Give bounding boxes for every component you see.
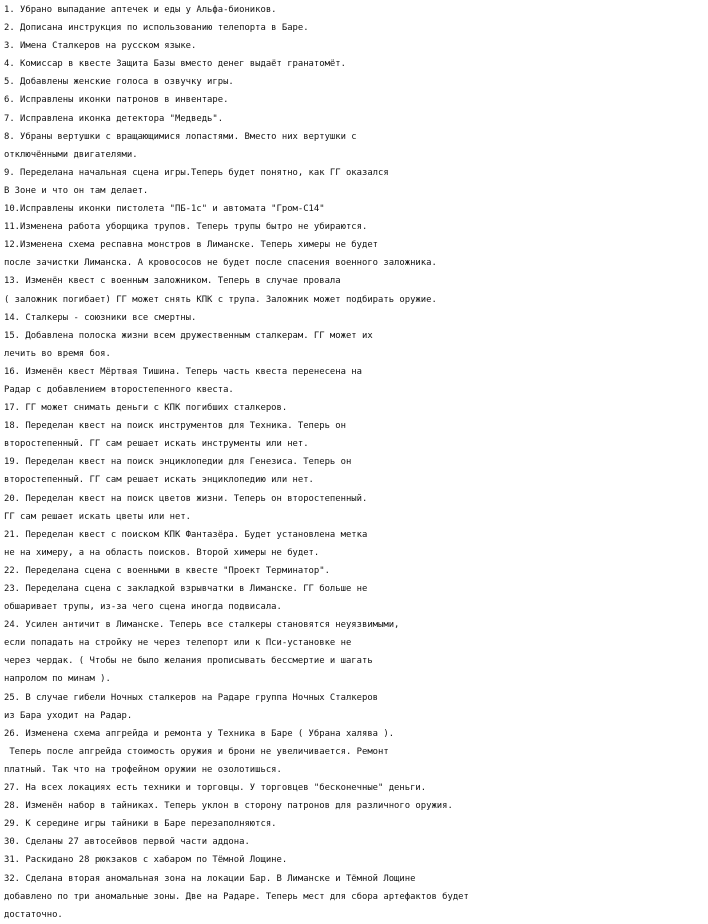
text-line: 7. Исправлена иконка детектора "Медведь". [4,113,224,124]
text-line: 6. Исправлены иконки патронов в инвентаре. [4,95,229,106]
text-line: 21. Переделан квест с поиском КПК Фантазёра. Будет установлена метка [4,529,368,540]
text-line: 24. Усилен античит в Лиманске. Теперь все сталкеры становятся неуязвимыми, [4,620,400,631]
text-line: 17. ГГ может снимать деньги с КПК погибших сталкеров. [4,403,288,414]
text-line: 4. Комиссар в квесте Защита Базы вместо денег выдаёт гранатомёт. [4,59,346,70]
text-line: В Зоне и что он там делает. [4,185,149,196]
text-line: напролом по минам ). [4,674,111,685]
text-line: 23. Переделана сцена с закладкой взрывчатки в Лиманске. ГГ больше не [4,584,368,594]
text-line: не на химеру, а на область поисков. Второй химеры не будет. [4,547,320,558]
text-line: 31. Раскидано 28 рюкзаков с хабаром по Тёмной Лощине. [4,855,288,866]
text-line: 8. Убраны вертушки с вращающимися лопастями. Вместо них вертушки с [4,131,357,142]
text-line: 22. Переделана сцена с военными в квесте "Проект Терминатор". [4,565,330,576]
text-line: 16. Изменён квест Мёртвая Тишина. Теперь часть квеста перенесена на [4,366,362,377]
text-line: 26. Изменена схема апгрейда и ремонта у Техника в Баре ( Убрана халява ). [4,728,395,739]
text-line: 32. Сделана вторая аномальная зона на локации Бар. В Лиманске и Тёмной Лощине [4,873,416,884]
text-line: 13. Изменён квест с военным заложником. Теперь в случае провала [4,276,341,287]
text-line: 29. К середине игры тайники в Баре перезаполняются. [4,819,277,830]
text-line: 9. Переделана начальная сцена игры.Теперь будет понятно, как ГГ оказался [4,167,389,178]
text-line: 19. Переделан квест на поиск энциклопедии для Генезиса. Теперь он [4,457,352,468]
text-line: второстепенный. ГГ сам решает искать энциклопедию или нет. [4,475,314,486]
text-line: 11.Изменена работа уборщика трупов. Теперь трупы бытро не убираются. [4,222,368,233]
text-line: 15. Добавлена полоска жизни всем дружественным сталкерам. ГГ может их [4,330,373,341]
text-line: 10.Исправлены иконки пистолета "ПБ-1с" и автомата "Гром-С14" [4,204,325,215]
text-line: Радар с добавлением второстепенного квеста. [4,384,234,395]
text-line: 3. Имена Сталкеров на русском языке. [4,41,197,52]
text-line: ГГ сам решает искать цветы или нет. [4,511,192,522]
text-line: если попадать на стройку не через телепорт или к Пси-установке не [4,638,352,649]
text-line: из Бара уходит на Радар. [4,710,133,721]
text-line: обшаривает трупы, из-за чего сцена иногда подвисала. [4,602,282,613]
text-line: 28. Изменён набор в тайниках. Теперь уклон в сторону патронов для различного оружия. [4,801,453,812]
text-line: достаточно. [4,909,63,920]
text-line: отключёнными двигателями. [4,149,138,160]
text-line: 5. Добавлены женские голоса в озвучку игры. [4,77,234,88]
text-line: 27. На всех локациях есть техники и торговцы. У торговцев "бесконечные" деньги. [4,783,427,794]
text-line: лечить во время боя. [4,348,111,359]
text-line: после зачистки Лиманска. А кровососов не будет после спасения военного заложника. [4,258,437,269]
text-line: 1. Убрано выпадание аптечек и еды у Альфа-бионикoв. [4,5,277,15]
text-line: 30. Сделаны 27 автосейвов первой части аддона. [4,837,250,848]
text-line: ( заложник погибает) ГГ может снять КПК с трупа. Заложник может подбирать оружие. [4,294,437,305]
text-line: 12.Изменена схема респавна монстров в Лиманске. Теперь химеры не будет [4,240,379,251]
text-line: 25. В случае гибели Ночных сталкеров на Радаре группа Ночных Сталкеров [4,692,379,703]
text-line: 20. Переделан квест на поиск цветов жизни. Теперь он второстепенный. [4,493,368,504]
text-line: 2. Дописана инструкция по использованию телепорта в Баре. [4,23,309,34]
text-line: платный. Так что на трофейном оружии не озолотишься. [4,764,282,775]
text-line: 14. Сталкеры - союзники все смертны. [4,312,197,323]
text-line: через чердак. ( Чтобы не было желания прописывать бессмертие и шагать [4,656,373,667]
text-line: 18. Переделан квест на поиск инструментов для Техника. Теперь он [4,421,346,432]
text-line: второстепенный. ГГ сам решает искать инструменты или нет. [4,439,309,450]
text-line: Теперь после апгрейда стоимость оружия и брони не увеличивается. Ремонт [4,746,389,757]
text-line: добавлено по три аномальные зоны. Две на Радаре. Теперь мест для сбора артефактов будет [4,891,469,902]
